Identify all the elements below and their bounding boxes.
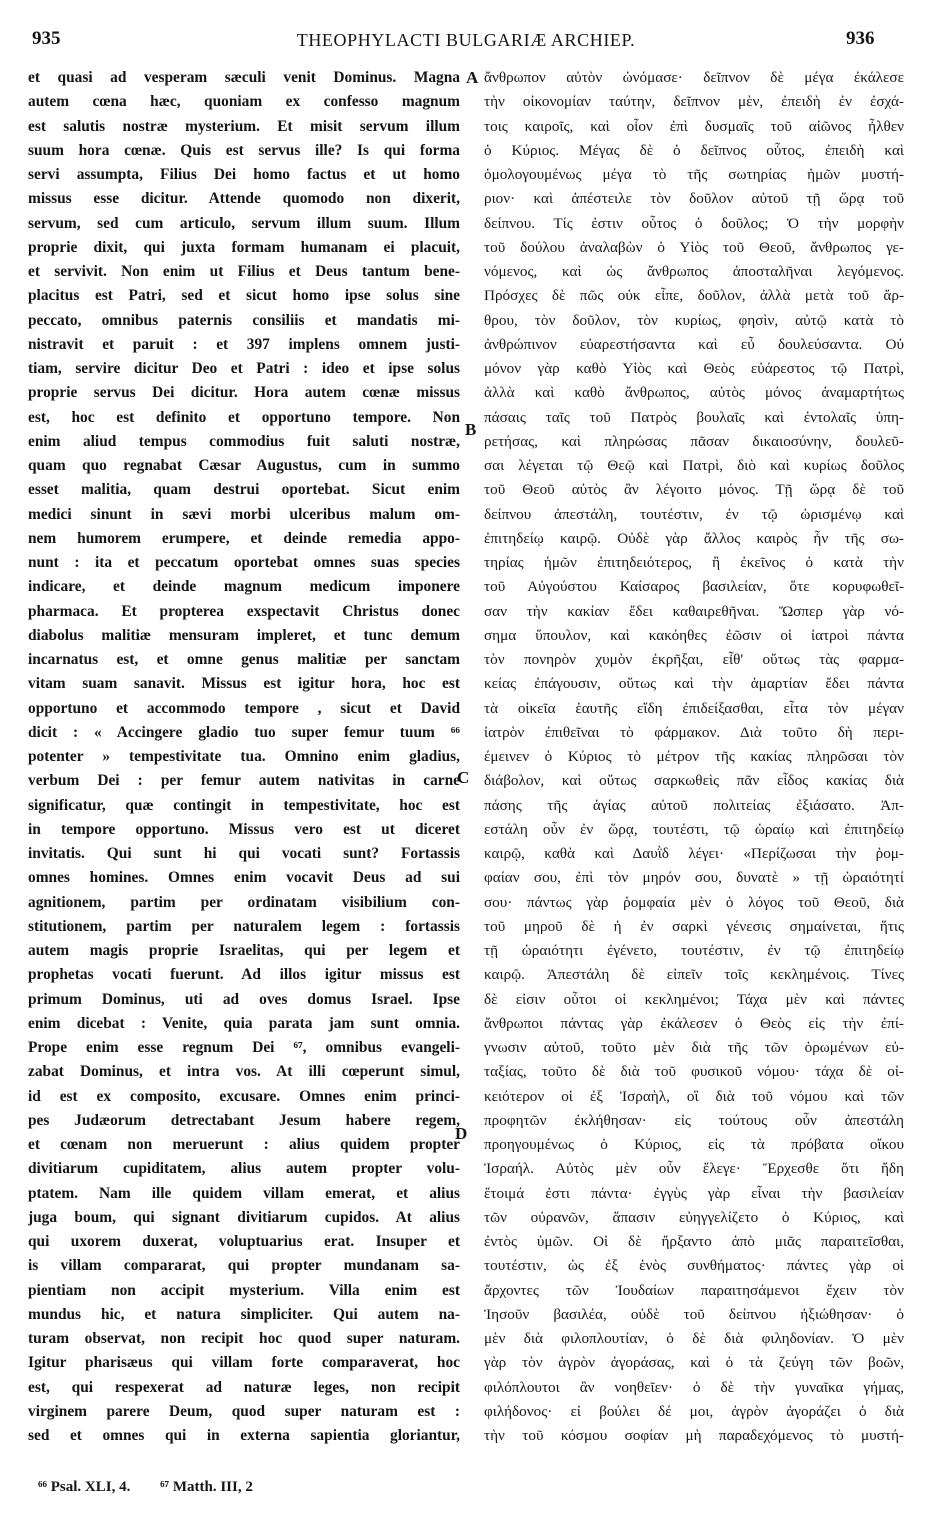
greek-text-line: ἐπιτηδείῳ καιρῷ. Οὐδὲ γὰρ ἄλλος καιρὸς ἦν τῆς σω- [484,529,904,547]
latin-text-line: primum Dominus, uti ad oves domus Israel. Ipse [28,990,460,1008]
latin-text-line: Igitur pharisæus qui villam forte comparaverat, hoc [28,1354,460,1372]
latin-text-line: suum hora cœnæ. Quis est servus ille? Is qui forma [28,141,460,159]
latin-text-line: agnitionem, partim per ordinatam visibilium con- [28,893,460,911]
latin-text-line: enim dicebat : Venite, quia parata jam sunt omnia. [28,1014,460,1032]
latin-text-line: qui uxorem duxerat, voluptuarius erat. Insuper et [28,1233,460,1250]
latin-text-line: divitiarum cupiditatem, alius autem propter volu- [28,1160,460,1178]
latin-text-line: peccato, omnibus paternis consiliis et mandatis mi- [28,311,460,329]
latin-text-line: pes Judæorum detrectabant Jesum habere regem, [28,1111,460,1129]
right-page-number: 936 [846,28,875,49]
latin-text-line: et quasi ad vesperam sæculi venit Dominus. Magna [28,69,460,86]
greek-text-line: σαι λέγεται τῷ Θεῷ καὶ Πατρὶ, διὸ καὶ κυρίως δοῦλος [484,457,904,474]
latin-text-line: sed et omnes qui in externa sapientia gloriantur, [28,1427,460,1444]
latin-text-line: nunt : ita et peccatum oportebat omnes suas species [28,554,460,571]
greek-text-line: νόμενος, καὶ ὡς ἄνθρωπος ἀποσταλῆναι λεγόμενος. [484,263,904,280]
latin-text-line: mundus hic, et natura simpliciter. Qui autem na- [28,1305,460,1323]
greek-text-line: δείπνου. Τίς ἐστιν οὗτος ὁ δοῦλος; Ὁ τὴν μορφὴν [484,214,904,232]
latin-text-line: prophetas vocati fuerunt. Ad illos igitur missus est [28,966,460,984]
greek-text-line: ἀλλὰ καὶ καθὸ ἄνθρωπος, αὐτὸς μόνος ἀναμαρτήτως [484,384,904,402]
greek-text-line: προφητῶν ἐκλήθησαν· εἰς τούτους οὖν ἀπεστάλη [484,1111,904,1129]
greek-text-line: τοῦ μηροῦ δὲ ἡ ἐν σαρκὶ γένεσις σημαίνεται, ἥτις [484,917,904,935]
latin-text-line: servum, sed cum articulo, servum illum suum. Illum [28,214,460,232]
latin-text-line: id est ex composito, excusare. Omnes enim princi- [28,1087,460,1105]
greek-text-line: ρετήσας, καὶ πληρώσας πᾶσαν δικαιοσύνην, δουλεῦ- [484,432,904,450]
latin-text-line: esset malitia, quam destrui oportebat. Sicut enim [28,481,460,499]
greek-text-line: έμεινεν ὁ Κύριος τὸ μέτρον τῆς κακίας πληρῶσαι τὸν [484,748,904,765]
greek-text-line: Ἰσραήλ. Αὐτὸς μὲν οὖν ἔλεγε· Ἔρχεσθε ὅτι ἤδη [484,1160,904,1178]
greek-text-line: διάβολον, καὶ οὕτως σαρκωθεὶς πᾶν εἶδος κακίας διὰ [484,772,904,790]
greek-text-line: τῶν οὐρανῶν, ἅπασιν εὐηγγελίζετο ὁ Κύριος, καὶ [484,1208,904,1226]
greek-text-line: γὰρ τὸν ἀγρὸν ἀγοράσας, καὶ ὁ τὰ ζεύγη τῶν βοῶν, [484,1354,904,1372]
greek-text-line: ἕτοιμά ἐστι πάντα· ἐγγὺς γὰρ εἶναι τὴν βασιλείαν [484,1184,904,1202]
latin-text-line: incarnatus est, et omne genus malitiæ per sanctam [28,651,460,668]
page-header [0,28,932,58]
latin-text-line: enim aliud tempus commodius fuit saluti nostræ, [28,432,460,450]
greek-text-line: κειότερον οἱ ἐξ Ἰσραὴλ, οἳ διὰ τοῦ νόμου καὶ τῶν [484,1087,904,1105]
greek-text-line: σαν τὴν κακίαν ἔδει καθαιρεθῆναι. Ὥσπερ γὰρ νό- [484,602,904,620]
latin-text-line: omnes homines. Omnes enim vocavit Deus ad sui [28,869,460,887]
footnotes [38,1479,458,1496]
greek-text-line: καιρῷ. Ἀπεστάλη δὲ εἰπεῖν τοῖς κεκλημένοις. Τίνες [484,966,904,984]
greek-text-line: πάσης τῆς ἁγίας αὐτοῦ πολιτείας ἐξιάσατο. Ἀπ- [484,796,904,814]
latin-text-line: tiam, servire dicitur Deo et Patri : ideo et ipse solus [28,360,460,377]
greek-text-line: θρου, τὸν δοῦλον, τὸν κυρίως, φησὶν, αὐτῷ κατὰ τὸ [484,311,904,329]
greek-text-line: ἐντὸς ὑμῶν. Οἱ δὲ ἤρξαντο ἀπὸ μιᾶς παραιτεῖσθαι, [484,1233,904,1250]
margin-marker-a: A [466,68,479,87]
latin-text-column [28,66,460,1448]
greek-text-line: μὲν διὰ φιλοπλουτίαν, ὁ δὲ διὰ φιληδονίαν. Ὁ μὲν [484,1330,904,1347]
greek-text-line: εστάλη οὖν ἐν ὥρᾳ, τουτέστι, τῷ ὡραίῳ καὶ ἐπιτηδείῳ [484,820,904,838]
margin-marker-c: C [457,768,470,787]
greek-text-line: ὁμολογουμένως μέγα τὸ τῆς σωτηρίας ἡμῶν μυστή- [484,166,904,183]
latin-text-line: invitatis. Qui sunt hi qui vocati sunt? Fortassis [28,845,460,862]
latin-text-line: ptatem. Nam ille quidem villam emerat, et alius [28,1184,460,1202]
greek-text-line: φιλόπλουτοι ἂν νοηθεῖεν· ὁ δὲ τὴν γυναῖκα γήμας, [484,1378,904,1396]
latin-text-line: in tempore opportuno. Missus vero est ut diceret [28,820,460,838]
latin-text-line: is villam compararat, qui propter mundanam sa- [28,1257,460,1275]
greek-text-column [484,66,904,1448]
greek-text-line: δὲ εἰσιν οὗτοι οἱ κεκλημένοι; Τάχα μὲν καὶ πάντες [484,990,904,1008]
latin-text-line: missus esse dicitur. Attende quomodo non dixerit, [28,190,460,208]
latin-text-line: potenter » tempestivitate tua. Omnino enim gladius, [28,748,460,765]
greek-text-line: μόνον γὰρ καθὸ Υἱὸς καὶ Θεὸς εὐάρεστος τῷ Πατρὶ, [484,360,904,377]
running-title: THEOPHYLACTI BULGARIÆ ARCHIEP. [296,30,636,50]
latin-text-line: proprie dixit, qui juxta formam humanam ei placuit, [28,238,460,256]
latin-text-line: opportuno et accommodo tempore , sicut et David [28,699,460,717]
greek-text-line: ἀνθρώπινον εὐαρεστήσαντα καὶ εὖ δουλεύσαντα. Οὐ [484,335,904,353]
latin-text-line: nistravit et paruit : et 397 implens omnem justi- [28,335,460,353]
greek-text-line: ἰατρὸν ἐπιθεῖναι τὸ φάρμακον. Διὰ τοῦτο δὴ περι- [484,723,904,741]
latin-text-line: dicit : « Accingere gladio tuo super femur tuum ⁶⁶ [28,723,460,741]
latin-text-line: autem cœna hæc, quoniam ex confesso magnum [28,93,460,111]
latin-text-line: quam quo regnabat Cæsar Augustus, cum in summo [28,457,460,474]
greek-text-line: κείας ἐπάγουσιν, οὕτως καὶ τὴν ἁμαρτίαν ἔδει πάντα [484,675,904,693]
greek-text-line: τὴν τοῦ κόσμου σοφίαν μὴ παραδεχόμενος τὸ μυστή- [484,1427,904,1444]
latin-text-line: proprie servus Dei dicitur. Hora autem cœnæ missus [28,384,460,402]
greek-text-line: τὸν πονηρὸν χυμὸν ἐκρῆξαι, εἶθ' οὕτως τὰς φαρμα- [484,651,904,668]
greek-text-line: τὴν οἰκονομίαν ταύτην, δεῖπνον μὲν, ἐπειδὴ ἐν ἐσχά- [484,93,904,111]
greek-text-line: καιρῷ, καθὰ καὶ Δαυῒδ λέγει· «Περίζωσαι τὴν ῥομ- [484,845,904,862]
latin-text-line: vitam suam sanavit. Missus est igitur hora, hoc est [28,675,460,693]
greek-text-line: ἄρχοντες τῶν Ἰουδαίων παραιτησάμενοι ἔχειν τὸν [484,1281,904,1299]
footnote-66: ⁶⁶ Psal. XLI, 4. [38,1479,131,1495]
latin-text-line: Prope enim esse regnum Dei ⁶⁷, omnibus evangeli- [28,1039,460,1056]
footnote-67: ⁶⁷ Matth. III, 2 [160,1479,253,1495]
latin-text-line: est, qui respexerat ad naturæ leges, non recipit [28,1378,460,1396]
greek-text-line: τὰ οἰκεῖα ἑαυτῆς εἴδη ἐπιδείξασθαι, εἶτα τὸν μέγαν [484,699,904,717]
latin-text-line: nem humorem erumpere, et deinde remedia appo- [28,529,460,547]
greek-text-line: ἄνθρωποι πάντας γὰρ ἐκάλεσεν ὁ Θεὸς εἰς τὴν ἐπί- [484,1014,904,1032]
greek-text-line: τοῦ δούλου ἀναλαβὼν ὁ Υἱὸς τοῦ Θεοῦ, ἄνθρωπος γε- [484,238,904,256]
latin-text-line: juga boum, qui signant divitiarum cupidos. At alius [28,1208,460,1226]
margin-marker-b: B [465,420,477,439]
latin-text-line: autem magis proprie Israelitas, qui per legem et [28,942,460,959]
greek-text-line: φαίαν σου, ἐπὶ τὸν μηρόν σου, δυνατὲ » τῇ ὡραιότητί [484,869,904,887]
latin-text-line: zabat Dominus, et intra vos. At illi cœperunt simul, [28,1063,460,1081]
left-page-number: 935 [32,28,61,49]
greek-text-line: ἄνθρωπον αὐτὸν ὠνόμασε· δεῖπνον δὲ μέγα ἐκάλεσε [484,69,904,86]
greek-text-line: σημα ὕπουλον, καὶ κακόηθες ἐῶσιν οἱ ἰατροὶ πάντα [484,626,904,644]
greek-text-line: γνωσιν αὐτοῦ, τοῦτο μὲν διὰ τῆς τῶν ὁρωμένων εὐ- [484,1039,904,1056]
greek-text-line: τοῦ Αὐγούστου Καίσαρος βασιλείαν, ὅτε κορυφωθεῖ- [484,578,904,596]
latin-text-line: et servivit. Non enim ut Filius et Deus tantum bene- [28,263,460,280]
greek-text-line: δείπνου ἀπεστάλη, τουτέστιν, ἐν τῷ ὡρισμένῳ καὶ [484,505,904,523]
margin-marker-d: D [455,1124,468,1143]
latin-text-line: est, hoc est definito et opportuno tempore. Non [28,408,460,426]
greek-text-line: Πρόσχες δὲ πῶς οὐκ εἶπε, δοῦλον, ἀλλὰ μετὰ τοῦ ἄρ- [484,287,904,305]
latin-text-line: virginem parere Deum, quod super naturam est : [28,1402,460,1420]
latin-text-line: turam observat, non recipit hoc quod super naturam. [28,1330,460,1347]
latin-text-line: verbum Dei : per femur autem nativitas in carne [28,772,460,790]
greek-text-line: ριον· καὶ ἀπέστειλε τὸν δοῦλον αὐτοῦ τῇ ὥρᾳ τοῦ [484,190,904,208]
greek-text-line: τουτέστιν, ὡς ἐξ ἑνὸς συνθήματος· πάντες γὰρ οἱ [484,1257,904,1275]
latin-text-line: pharmaca. Et propterea exspectavit Christus donec [28,602,460,620]
greek-text-line: φιλήδονος· εἰ βούλει δέ μοι, ἀγρὸν ἀγοράζει ὁ διὰ [484,1402,904,1420]
greek-text-line: ὁ Κύριος. Μέγας δὲ ὁ δεῖπνος οὗτος, ἐπειδὴ καὶ [484,141,904,159]
latin-text-line: diabolus malitiæ mensuram impleret, et tunc demum [28,626,460,644]
greek-text-line: τῇ ὡραιότητι ἐγένετο, τουτέστιν, ἐν τῷ ἐπιτηδείῳ [484,942,904,959]
greek-text-line: Ἰησοῦν βασιλέα, οὐδὲ τοῦ δείπνου ἠξιώθησαν· ὁ [484,1305,904,1323]
latin-text-line: et cœnam non meruerunt : alius quidem propter [28,1136,460,1153]
greek-text-line: σου· πάντως γὰρ ῥομφαία μὲν ὁ λόγος τοῦ Θεοῦ, διὰ [484,893,904,911]
latin-text-line: medici sinunt in sævi morbi ulceribus malum om- [28,505,460,523]
latin-text-line: stitutionem, partim per naturalem legem : fortassis [28,917,460,935]
latin-text-line: est salutis nostræ mysterium. Et misit servum illum [28,117,460,135]
greek-text-line: τοῦ Θεοῦ αὐτὸς ἂν λέγοιτο μόνος. Τῇ ὥρᾳ δὲ τοῦ [484,481,904,499]
latin-text-line: placitus est Patri, sed et sicut homo ipse solus sine [28,287,460,305]
greek-text-line: πάσαις ταῖς τοῦ Πατρὸς βουλαῖς καὶ ἐντολαῖς ὑπη- [484,408,904,426]
latin-text-line: significatur, quæ contingit in tempestivitate, hoc est [28,796,460,814]
latin-text-line: pientiam non accipit mysterium. Villa enim est [28,1281,460,1299]
greek-text-line: τηρίας ἡμῶν ἐπιτηδειότερος, ἢ ἐκεῖνος ὁ κατὰ τὴν [484,554,904,571]
greek-text-line: τοις καιροῖς, καὶ οἷον ἐπὶ δυσμαῖς τοῦ αἰῶνος ἦλθεν [484,117,904,135]
latin-text-line: servi assumpta, Filius Dei homo factus et ut homo [28,166,460,183]
greek-text-line: προηγουμένως ὁ Κύριος, εἰς τὰ πρόβατα οἴκου [484,1136,904,1153]
greek-text-line: ταξίας, τοῦτο δὲ διὰ τοῦ φυσικοῦ νόμου· τάχα δὲ οἰ- [484,1063,904,1081]
latin-text-line: indicare, et deinde magnum medicum imponere [28,578,460,596]
